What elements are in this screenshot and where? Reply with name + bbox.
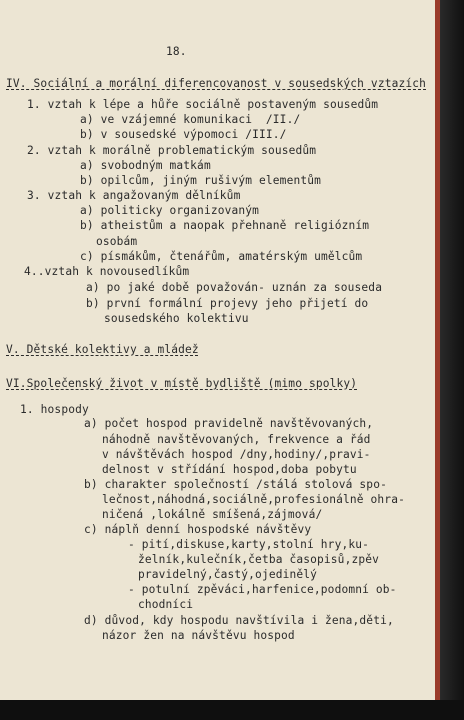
list-item: v návštěvách hospod /dny,hodiny/,pravi-	[102, 448, 371, 461]
list-item: osobám	[96, 235, 138, 248]
list-item: a) svobodným matkám	[80, 159, 211, 172]
list-item: 4..vztah k novousedlíkům	[24, 265, 190, 278]
list-item: c) písmákům, čtenářům, amatérským umělcům	[80, 250, 363, 263]
list-item: a) politicky organizovaným	[80, 204, 260, 217]
list-item: 3. vztah k angažovaným dělníkům	[27, 189, 241, 202]
list-item: ničená ,lokálně smíšená,zájmová/	[102, 508, 323, 521]
list-item: 2. vztah k morálně problematickým sousedům	[27, 144, 317, 157]
list-item: chodníci	[138, 598, 194, 611]
list-item: b) charakter společností /stálá stolová spo-	[84, 478, 387, 491]
list-item: a) po jaké době považován- uznán za souseda	[86, 281, 383, 294]
list-item: 1. vztah k lépe a hůře sociálně postaveným sousedům	[27, 98, 379, 111]
list-item: pravidelný,častý,ojedinělý	[138, 568, 318, 581]
binder-edge	[440, 0, 464, 720]
list-item: sousedského kolektivu	[104, 312, 249, 325]
list-item: c) náplň denní hospodské návštěvy	[84, 523, 312, 536]
list-item: b) atheistům a naopak přehnaně religiózním	[80, 219, 370, 232]
list-item: názor žen na návštěvu hospod	[102, 629, 295, 642]
section-vi-heading: VI.Společenský život v místě bydliště (mimo spolky)	[6, 377, 358, 390]
section-v-heading: V. Dětské kolektivy a mládež	[6, 343, 199, 356]
list-item: a) počet hospod pravidelně navštěvovaných,	[84, 417, 374, 430]
scan-bottom-edge	[0, 700, 464, 720]
list-item: a) ve vzájemné komunikaci /II./	[80, 113, 301, 126]
list-item: želník,kulečník,četba časopisů,zpěv	[138, 553, 379, 566]
section-iv-heading: IV. Sociální a morální diferencovanost v sousedských vztazích	[6, 77, 427, 90]
list-item: delnost v střídání hospod,doba pobytu	[102, 463, 357, 476]
list-item: b) opilcům, jiným rušivým elementům	[80, 174, 321, 187]
list-item: d) důvod, kdy hospodu navštívila i žena,děti,	[84, 614, 394, 627]
list-item: - pití,diskuse,karty,stolní hry,ku-	[128, 538, 369, 551]
list-item: b) v sousedské výpomoci /III./	[80, 128, 287, 141]
page-number: 18.	[166, 45, 187, 58]
list-item: b) první formální projevy jeho přijetí do	[86, 297, 369, 310]
list-item: náhodně navštěvovaných, frekvence a řád	[102, 433, 371, 446]
list-item: - potulní zpěváci,harfenice,podomní ob-	[128, 583, 397, 596]
list-item: 1. hospody	[20, 403, 89, 416]
list-item: lečnost,náhodná,sociálně,profesionálně ohra-	[102, 493, 405, 506]
